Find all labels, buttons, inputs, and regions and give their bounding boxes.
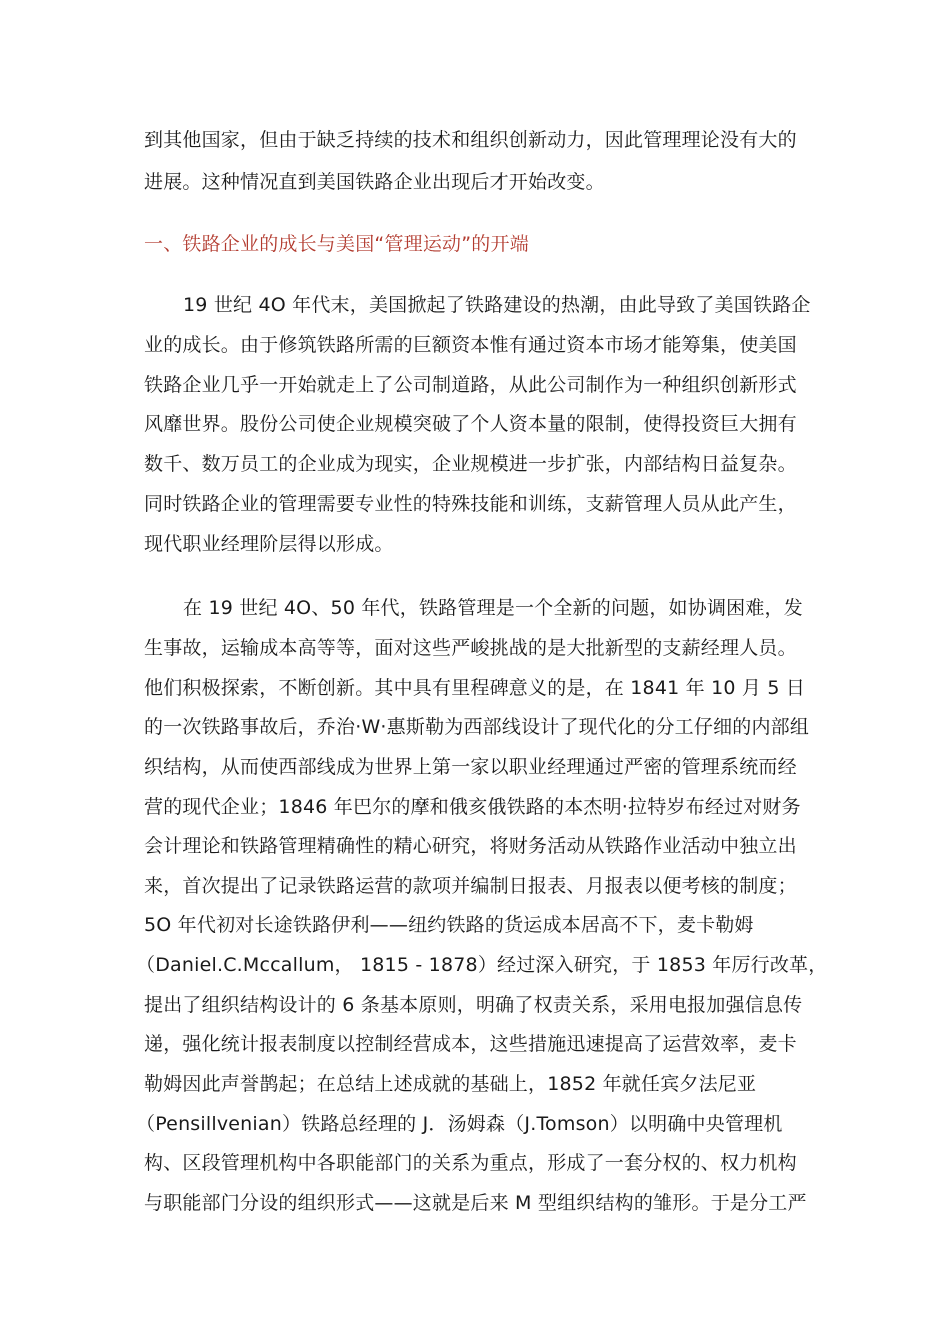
paragraph2-line-16: 与职能部门分设的组织形式——这就是后来 M 型组织结构的雏形。于是分工严 xyxy=(144,1192,807,1214)
paragraph2-line-9: 5O 年代初对长途铁路伊利——纽约铁路的货运成本居高不下，麦卡勒姆 xyxy=(144,914,754,936)
paragraph2-line-10: （Daniel.C.Mccallum， 1815 - 1878）经过深入研究，于 1853 年厉行改革， xyxy=(136,954,828,976)
paragraph1-line-5: 数千、数万员工的企业成为现实，企业规模进一步扩张，内部结构日益复杂。 xyxy=(144,453,797,475)
paragraph2-line-11: 提出了组织结构设计的 6 条基本原则，明确了权责关系，采用电报加强信息传 xyxy=(144,994,803,1016)
paragraph2-line-5: 织结构，从而使西部线成为世界上第一家以职业经理通过严密的管理系统而经 xyxy=(144,756,797,778)
paragraph2-line-15: 构、区段管理机构中各职能部门的关系为重点，形成了一套分权的、权力机构 xyxy=(144,1152,797,1174)
paragraph2-line-13: 勒姆因此声誉鹊起；在总结上述成就的基础上，1852 年就任宾夕法尼亚 xyxy=(144,1073,757,1095)
paragraph2-line-2: 生事故，运输成本高等等，面对这些严峻挑战的是大批新型的支薪经理人员。 xyxy=(144,637,797,659)
paragraph2-line-8: 来，首次提出了记录铁路运营的款项并编制日报表、月报表以便考核的制度； xyxy=(144,875,797,897)
paragraph1-line-1: 19 世纪 4O 年代末，美国掀起了铁路建设的热潮，由此导致了美国铁路企 xyxy=(183,294,811,316)
paragraph2-line-14: （Pensillvenian）铁路总经理的 J．汤姆森（J.Tomson）以明确中央管理机 xyxy=(136,1113,783,1135)
paragraph1-line-2: 业的成长。由于修筑铁路所需的巨额资本惟有通过资本市场才能筹集，使美国 xyxy=(144,334,797,356)
paragraph2-line-7: 会计理论和铁路管理精确性的精心研究，将财务活动从铁路作业活动中独立出 xyxy=(144,835,797,857)
paragraph2-line-12: 递，强化统计报表制度以控制经营成本，这些措施迅速提高了运营效率，麦卡 xyxy=(144,1033,797,1055)
section-heading: 一、铁路企业的成长与美国“管理运动”的开端 xyxy=(144,233,529,255)
paragraph1-line-3: 铁路企业几乎一开始就走上了公司制道路，从此公司制作为一种组织创新形式 xyxy=(144,374,797,396)
paragraph2-line-3: 他们积极探索，不断创新。其中具有里程碑意义的是，在 1841 年 10 月 5 日 xyxy=(144,677,806,699)
paragraph2-line-6: 营的现代企业；1846 年巴尔的摩和俄亥俄铁路的本杰明·拉特岁布经过对财务 xyxy=(144,796,801,818)
paragraph2-line-4: 的一次铁路事故后，乔治·W·惠斯勒为西部线设计了现代化的分工仔细的内部组 xyxy=(144,716,810,738)
paragraph2-line-1: 在 19 世纪 4O、50 年代，铁路管理是一个全新的问题，如协调困难，发 xyxy=(183,597,803,619)
paragraph1-line-4: 风靡世界。股份公司使企业规模突破了个人资本量的限制，使得投资巨大拥有 xyxy=(144,413,797,435)
intro-line-1: 到其他国家，但由于缺乏持续的技术和组织创新动力，因此管理理论没有大的 xyxy=(144,129,797,151)
paragraph1-line-6: 同时铁路企业的管理需要专业性的特殊技能和训练，支薪管理人员从此产生， xyxy=(144,493,797,515)
intro-line-2: 进展。这种情况直到美国铁路企业出现后才开始改变。 xyxy=(144,171,605,193)
paragraph1-line-7: 现代职业经理阶层得以形成。 xyxy=(144,533,394,555)
